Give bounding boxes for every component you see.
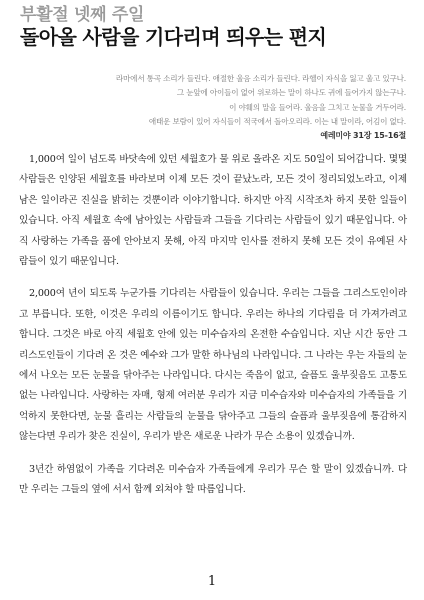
body-paragraph: 3년간 하염없이 가족을 기다려온 미수습자 가족들에게 우리가 무슨 할 말이 있겠습니까. 다만 우리는 그들의 옆에 서서 함께 외쳐야 할 따름입니다. bbox=[19, 463, 407, 496]
scripture-line: 이 야훼의 말을 들어라. 울음을 그치고 눈물을 거두어라. bbox=[229, 102, 406, 112]
scripture-line: 라마에서 통곡 소리가 들린다. 애절한 울음 소리가 들린다. 라헬이 자식을 잃고 울고 있구나. bbox=[115, 74, 406, 83]
page-number: 1 bbox=[207, 574, 217, 589]
body-paragraph: 1,000여 일이 넘도록 바닷속에 있던 세월호가 물 위로 올라온 지도 50일이 되어갑니다. 몇몇 사람들은 인양된 세월호를 바라보며 이제 모든 것이 끝났노라, 모든 것이 정리되었노라고, 이제 남은 일이라곤 진실을 밝히는 것뿐이라 이야기합니다. 하지만 아직 시작조차 하지 못한 일들이 있습니다. 아직 세월호 속에 남아있는 사람들과 그들을 기다리는 사람들이 있기 때문입니다. 아직 사랑하는 가족을 품에 안아보지 못해, 아직 마지막 인사를 전하지 못해 모든 것이 유예된 사람들이 있기 때문입니다. bbox=[19, 154, 407, 268]
body-paragraph: 2,000여 년이 되도록 누군가를 기다리는 사람들이 있습니다. 우리는 그들을 그리스도인이라고 부릅니다. 또한, 이것은 우리의 이름이기도 합니다. 우리는 하나의 기다림을 더 가져가려고 합니다. 그것은 바로 아직 세월호 안에 있는 미수습자의 온전한 수습입니다. 지난 시간 동안 그리스도인들이 기다려 온 것은 예수와 그가 말한 하나님의 나라입니다. 그 나라는 우는 자들의 눈에서 나오는 모든 눈물을 닦아주는 나라입니다. 다시는 죽음이 없고, 슬픔도 울부짖음도 고통도 없는 나라입니다. 사랑하는 자매, 형제 여러분 우리가 지금 미수습자와 미수습자의 가족들을 기억하지 못한다면, 눈물 흘리는 사람들의 눈물을 닦아주고 그들의 슬픔과 울부짖음에 통감하지 않는다면 우리가 찾은 진실이, 우리가 받은 새로운 나라가 무슨 소용이 있겠습니까. bbox=[19, 288, 407, 443]
scripture-quote bbox=[26, 72, 406, 143]
letter-body bbox=[19, 150, 407, 513]
page-subtitle: 부활절 넷째 주일 bbox=[20, 5, 145, 25]
scripture-line: 애태운 보람이 있어 자식들이 적국에서 돌아오리라. 이는 내 말이라, 어김이 없다. bbox=[148, 116, 406, 126]
header bbox=[20, 4, 410, 50]
page-title: 돌아올 사람을 기다리며 띄우는 편지 bbox=[20, 25, 327, 49]
scripture-line: 그 눈앞에 아이들이 없어 위로하는 말이 하나도 귀에 들어가지 않는구나. bbox=[176, 88, 406, 98]
scripture-reference: 예레미야 31장 15-16절 bbox=[320, 131, 406, 141]
